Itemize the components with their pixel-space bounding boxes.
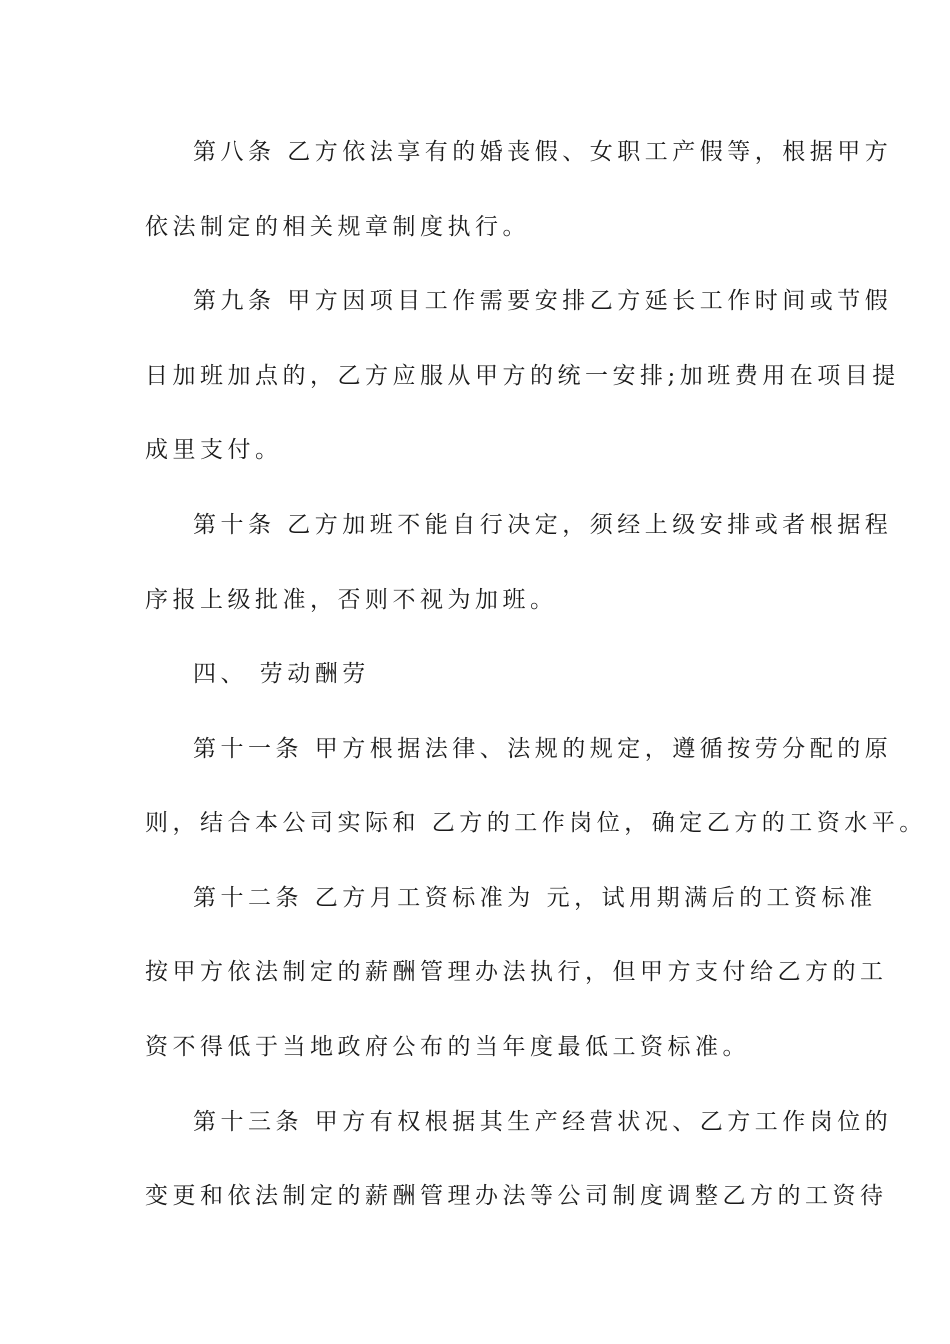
article-12-line-1: 第十二条 乙方月工资标准为 元，试用期满后的工资标准 xyxy=(193,885,877,911)
article-12-line-3: 资不得低于当地政府公布的当年度最低工资标准。 xyxy=(145,1034,750,1060)
article-13-line-2: 变更和依法制定的薪酬管理办法等公司制度调整乙方的工资待 xyxy=(145,1183,888,1209)
article-11-line-1: 第十一条 甲方根据法律、法规的规定，遵循按劳分配的原 xyxy=(193,736,893,762)
article-9-line-1: 第九条 甲方因项目工作需要安排乙方延长工作时间或节假 xyxy=(193,288,893,314)
article-11-line-2: 则，结合本公司实际和 乙方的工作岗位，确定乙方的工资水平。 xyxy=(145,810,927,836)
article-13-line-1: 第十三条 甲方有权根据其生产经营状况、乙方工作岗位的 xyxy=(193,1109,893,1135)
article-9-line-2: 日加班加点的，乙方应服从甲方的统一安排;加班费用在项目提 xyxy=(145,363,900,389)
article-9-line-3: 成里支付。 xyxy=(145,437,283,463)
article-12-line-2: 按甲方依法制定的薪酬管理办法执行，但甲方支付给乙方的工 xyxy=(145,959,888,985)
article-8-line-2: 依法制定的相关规章制度执行。 xyxy=(145,214,530,240)
article-8-line-1: 第八条 乙方依法享有的婚丧假、女职工产假等，根据甲方 xyxy=(193,139,893,165)
article-10-line-2: 序报上级批准，否则不视为加班。 xyxy=(145,587,558,613)
article-10-line-1: 第十条 乙方加班不能自行决定，须经上级安排或者根据程 xyxy=(193,512,893,538)
section-heading-labor-remuneration: 四、 劳动酬劳 xyxy=(193,661,370,687)
